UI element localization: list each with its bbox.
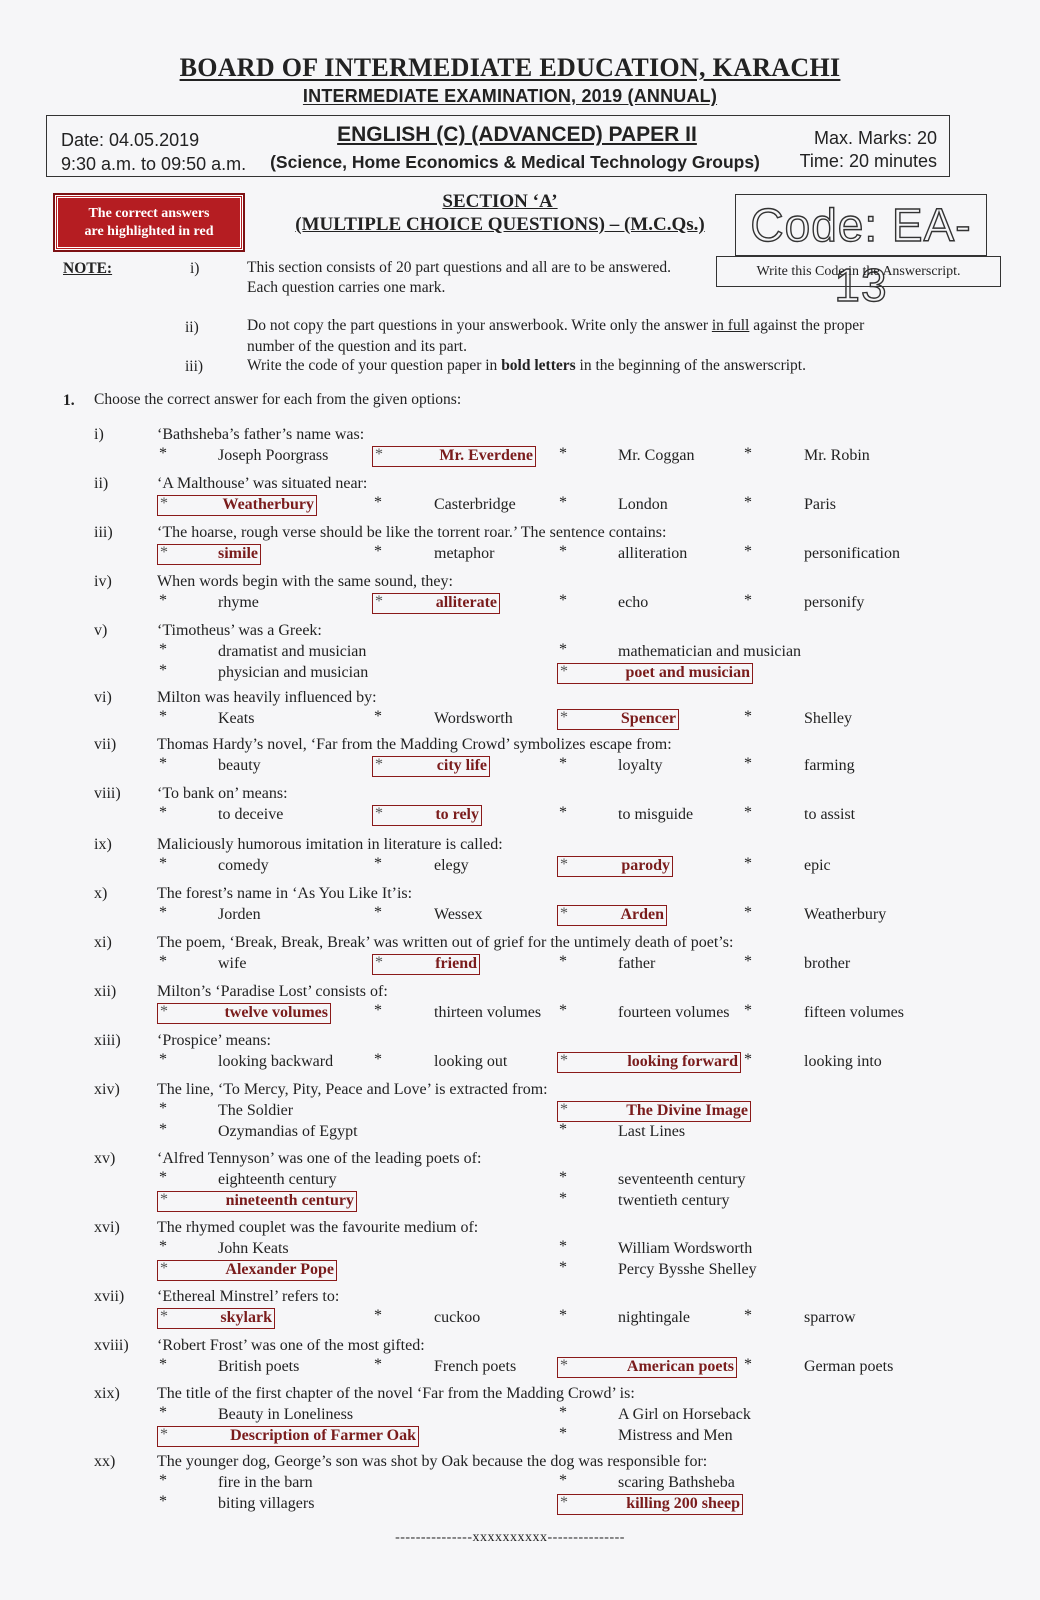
option-marker: * [159,1238,167,1255]
instruction-number: 1. [63,392,75,409]
option-marker: * [159,1356,167,1373]
option-marker: * [374,543,382,560]
question-text: ‘The hoarse, rough verse should be like the torrent roar.’ The sentence contains: [157,524,667,541]
question-number: xi) [94,934,112,951]
note-2-line-2: number of the question and its part. [247,338,467,355]
option-text: Casterbridge [434,496,516,513]
option-text: seventeenth century [618,1171,746,1188]
question-text: The title of the first chapter of the novel ‘Far from the Madding Crowd’ is: [157,1385,635,1402]
option-marker: * [159,755,167,772]
option-text: to assist [804,806,856,823]
option-marker: * [744,494,752,511]
correct-answer [157,544,261,565]
answer-marker: * [560,1494,568,1511]
answer-text: poet and musician [625,664,750,681]
option-text: thirteen volumes [434,1004,542,1021]
option-text: fifteen volumes [804,1004,904,1021]
option-marker: * [559,1472,567,1489]
option-marker: * [559,445,567,462]
option-text: Wessex [434,906,483,923]
option-marker: * [744,953,752,970]
option-marker: * [559,1190,567,1207]
option-marker: * [744,445,752,462]
correct-answer [557,663,753,684]
question-text: The younger dog, George’s son was shot by Oak because the dog was responsible for: [157,1453,708,1470]
note-1-line-2: Each question carries one mark. [247,279,446,296]
correct-answer [372,805,482,826]
question-text: ‘Ethereal Minstrel’ refers to: [157,1288,340,1305]
note-2-line-1: Do not copy the part questions in your answerbook. Write only the answer in full against the proper [247,317,865,334]
question-number: xix) [94,1385,120,1402]
question-text: The line, ‘To Mercy, Pity, Peace and Love’ is extracted from: [157,1081,548,1098]
question-text: ‘Bathsheba’s father’s name was: [157,426,365,443]
option-marker: * [744,1002,752,1019]
correct-answer [557,709,679,730]
correct-answer [372,954,480,975]
option-text: Beauty in Loneliness [218,1406,354,1423]
answer-marker: * [160,1426,168,1443]
option-marker: * [159,445,167,462]
option-marker: * [559,1238,567,1255]
answer-marker: * [560,663,568,680]
option-marker: * [374,708,382,725]
option-text: nightingale [618,1309,690,1326]
answer-marker: * [160,1260,168,1277]
question-number: x) [94,885,108,902]
option-marker: * [744,904,752,921]
option-text: personification [804,545,900,562]
answer-marker: * [160,1308,168,1325]
option-text: Mr. Robin [804,447,870,464]
option-text: father [618,955,656,972]
option-text: epic [804,857,831,874]
answer-marker: * [160,1003,168,1020]
question-number: xvii) [94,1288,125,1305]
correct-answer [557,856,673,877]
correct-answer [372,446,536,467]
option-text: Wordsworth [434,710,513,727]
question-number: xii) [94,983,117,1000]
question-number: ii) [94,475,109,492]
answer-text: nineteenth century [225,1192,354,1209]
note-3-number: iii) [185,358,204,375]
answer-marker: * [560,856,568,873]
option-marker: * [744,804,752,821]
question-number: iii) [94,524,113,541]
answer-marker: * [375,805,383,822]
answer-marker: * [375,954,383,971]
question-text: When words begin with the same sound, they: [157,573,453,590]
option-marker: * [559,494,567,511]
option-marker: * [559,1425,567,1442]
answer-marker: * [560,1357,568,1374]
option-marker: * [159,662,167,679]
answer-marker: * [375,756,383,773]
option-text: A Girl on Horseback [618,1406,751,1423]
answer-marker: * [375,446,383,463]
option-marker: * [559,804,567,821]
option-text: Paris [804,496,836,513]
question-text: The forest’s name in ‘As You Like It’is: [157,885,413,902]
option-marker: * [559,1169,567,1186]
answer-text: Mr. Everdene [439,447,533,464]
option-text: loyalty [618,757,663,774]
option-text: elegy [434,857,469,874]
option-marker: * [744,543,752,560]
option-text: alliteration [618,545,688,562]
answer-text: parody [621,857,670,874]
question-number: xv) [94,1150,116,1167]
paper-code: Code: EA-13 [750,199,972,311]
answer-text: Arden [620,906,664,923]
option-text: biting villagers [218,1495,315,1512]
option-marker: * [559,1259,567,1276]
answer-text: twelve volumes [224,1004,328,1021]
option-marker: * [559,1404,567,1421]
correct-answer [557,905,667,926]
correct-answer [157,1260,337,1281]
question-text: The rhymed couplet was the favourite medium of: [157,1219,479,1236]
option-marker: * [159,1493,167,1510]
option-text: fire in the barn [218,1474,313,1491]
badge-line-1: The correct answers [88,206,210,221]
option-marker: * [374,1307,382,1324]
exam-title: INTERMEDIATE EXAMINATION, 2019 (ANNUAL) [302,86,718,106]
question-number: vii) [94,736,117,753]
option-text: mathematician and musician [618,643,802,660]
exam-date: Date: 04.05.2019 [61,130,200,150]
question-number: xvi) [94,1219,120,1236]
option-marker: * [374,1002,382,1019]
correct-answer [372,593,500,614]
option-text: brother [804,955,851,972]
option-text: dramatist and musician [218,643,367,660]
option-text: Ozymandias of Egypt [218,1123,358,1140]
option-marker: * [159,592,167,609]
option-marker: * [374,904,382,921]
section-title [260,190,740,236]
board-title: BOARD OF INTERMEDIATE EDUCATION, KARACHI [179,53,841,82]
time-allowed: Time: 20 minutes [799,151,937,171]
question-text: Milton’s ‘Paradise Lost’ consists of: [157,983,388,1000]
option-marker: * [159,1472,167,1489]
answer-marker: * [560,1101,568,1118]
section-subheading: (MULTIPLE CHOICE QUESTIONS) – (M.C.Qs.) [295,214,705,235]
exam-time-range: 9:30 a.m. to 09:50 a.m. [61,154,247,174]
option-marker: * [559,1121,567,1138]
option-text: farming [804,757,855,774]
note-2-number: ii) [185,319,199,336]
option-text: Keats [218,710,255,727]
option-marker: * [559,543,567,560]
answer-text: to rely [435,806,479,823]
question-number: xiii) [94,1032,121,1049]
answer-text: looking forward [627,1053,738,1070]
option-marker: * [744,1356,752,1373]
option-text: looking into [804,1053,882,1070]
option-marker: * [744,1051,752,1068]
question-text: ‘Alfred Tennyson’ was one of the leading poets of: [157,1150,482,1167]
question-number: iv) [94,573,112,590]
option-marker: * [159,641,167,658]
option-marker: * [559,755,567,772]
answer-text: simile [218,545,258,562]
option-marker: * [559,592,567,609]
answer-marker: * [560,905,568,922]
correct-answer [157,1003,331,1024]
answer-text: Alexander Pope [225,1261,334,1278]
option-text: eighteenth century [218,1171,337,1188]
option-text: Last Lines [618,1123,686,1140]
answer-text: city life [436,757,487,774]
option-text: cuckoo [434,1309,481,1326]
question-number: ix) [94,836,112,853]
option-text: Percy Bysshe Shelley [618,1261,757,1278]
option-marker: * [744,1307,752,1324]
option-marker: * [559,641,567,658]
question-number: i) [94,426,104,443]
option-marker: * [559,1307,567,1324]
section-heading: SECTION ‘A’ [442,191,558,212]
question-text: The poem, ‘Break, Break, Break’ was written out of grief for the untimely death of poet’s: [157,934,734,951]
answer-text: skylark [220,1309,272,1326]
question-text: Thomas Hardy’s novel, ‘Far from the Madding Crowd’ symbolizes escape from: [157,736,672,753]
answer-text: alliterate [435,594,497,611]
option-text: Mistress and Men [618,1427,733,1444]
correct-answer [157,1426,419,1447]
option-text: British poets [218,1358,300,1375]
answer-marker: * [560,709,568,726]
question-number: xviii) [94,1337,129,1354]
option-marker: * [744,855,752,872]
option-text: looking out [434,1053,508,1070]
answer-text: Weatherbury [222,496,314,513]
option-text: beauty [218,757,261,774]
option-marker: * [159,804,167,821]
option-text: scaring Bathsheba [618,1474,735,1491]
option-marker: * [374,1051,382,1068]
question-text: ‘To bank on’ means: [157,785,288,802]
option-text: physician and musician [218,664,369,681]
option-text: William Wordsworth [618,1240,753,1257]
correct-answer [557,1101,751,1122]
correct-answer [157,495,317,516]
question-number: viii) [94,785,121,802]
answer-text: friend [435,955,477,972]
option-marker: * [159,1051,167,1068]
option-text: Mr. Coggan [618,447,695,464]
option-marker: * [159,1121,167,1138]
answer-marker: * [560,1052,568,1069]
answers-highlighted-badge [55,195,243,250]
option-text: comedy [218,857,269,874]
option-text: Joseph Poorgrass [218,447,329,464]
badge-line-2: are highlighted in red [84,224,214,239]
answer-marker: * [160,1191,168,1208]
option-text: fourteen volumes [618,1004,730,1021]
option-marker: * [559,1002,567,1019]
paper-groups: (Science, Home Economics & Medical Technology Groups) [270,152,760,172]
question-number: xx) [94,1453,116,1470]
question-text: Milton was heavily influenced by: [157,689,377,706]
note-1-line-1: This section consists of 20 part questions and all are to be answered. [247,259,671,276]
option-text: The Soldier [218,1102,294,1119]
option-text: Jorden [218,906,261,923]
option-text: sparrow [804,1309,856,1326]
correct-answer [372,756,490,777]
question-number: xiv) [94,1081,120,1098]
option-marker: * [374,1356,382,1373]
option-marker: * [159,953,167,970]
end-of-section-marker: ---------------xxxxxxxxxx--------------- [395,1530,625,1545]
question-number: vi) [94,689,112,706]
paper-title: ENGLISH (C) (ADVANCED) PAPER II [337,123,697,146]
option-marker: * [374,855,382,872]
option-text: to misguide [618,806,694,823]
option-text: looking backward [218,1053,334,1070]
option-marker: * [559,953,567,970]
answer-text: Description of Farmer Oak [230,1427,416,1444]
option-text: metaphor [434,545,495,562]
option-text: London [618,496,668,513]
paper-info-box [46,115,950,177]
option-text: rhyme [218,594,259,611]
option-text: German poets [804,1358,894,1375]
correct-answer [557,1052,741,1073]
option-marker: * [159,708,167,725]
option-text: wife [218,955,247,972]
note-3-line: Write the code of your question paper in bold letters in the beginning of the answerscript. [247,357,806,374]
option-text: John Keats [218,1240,289,1257]
option-marker: * [374,494,382,511]
answer-marker: * [375,593,383,610]
answer-text: Spencer [620,710,676,727]
question-text: ‘Prospice’ means: [157,1032,271,1049]
option-text: personify [804,594,865,611]
max-marks: Max. Marks: 20 [813,128,937,148]
option-text: twentieth century [618,1192,730,1209]
option-marker: * [159,1100,167,1117]
note-label: NOTE: [63,260,113,277]
question-text: ‘Robert Frost’ was one of the most gifted: [157,1337,425,1354]
correct-answer [157,1308,275,1329]
option-marker: * [159,855,167,872]
note-1-number: i) [190,260,200,277]
answer-text: American poets [626,1358,734,1375]
question-text: ‘A Malthouse’ was situated near: [157,475,368,492]
question-text: Maliciously humorous imitation in literature is called: [157,836,503,853]
instruction-text: Choose the correct answer for each from the given options: [94,391,462,408]
code-instruction: Write this Code in the Answerscript. [716,256,1001,287]
option-text: echo [618,594,649,611]
answer-marker: * [160,495,168,512]
option-marker: * [744,592,752,609]
option-marker: * [744,708,752,725]
option-text: Weatherbury [804,906,887,923]
option-marker: * [159,1169,167,1186]
correct-answer [557,1357,737,1378]
option-text: Shelley [804,710,852,727]
correct-answer [157,1191,357,1212]
correct-answer [557,1494,743,1515]
option-marker: * [159,904,167,921]
answer-text: killing 200 sheep [626,1495,740,1512]
answer-marker: * [160,544,168,561]
option-text: to deceive [218,806,284,823]
option-marker: * [744,755,752,772]
option-marker: * [159,1404,167,1421]
answer-text: The Divine Image [626,1102,748,1119]
question-text: ‘Timotheus’ was a Greek: [157,622,322,639]
option-text: French poets [434,1358,517,1375]
question-number: v) [94,622,108,639]
